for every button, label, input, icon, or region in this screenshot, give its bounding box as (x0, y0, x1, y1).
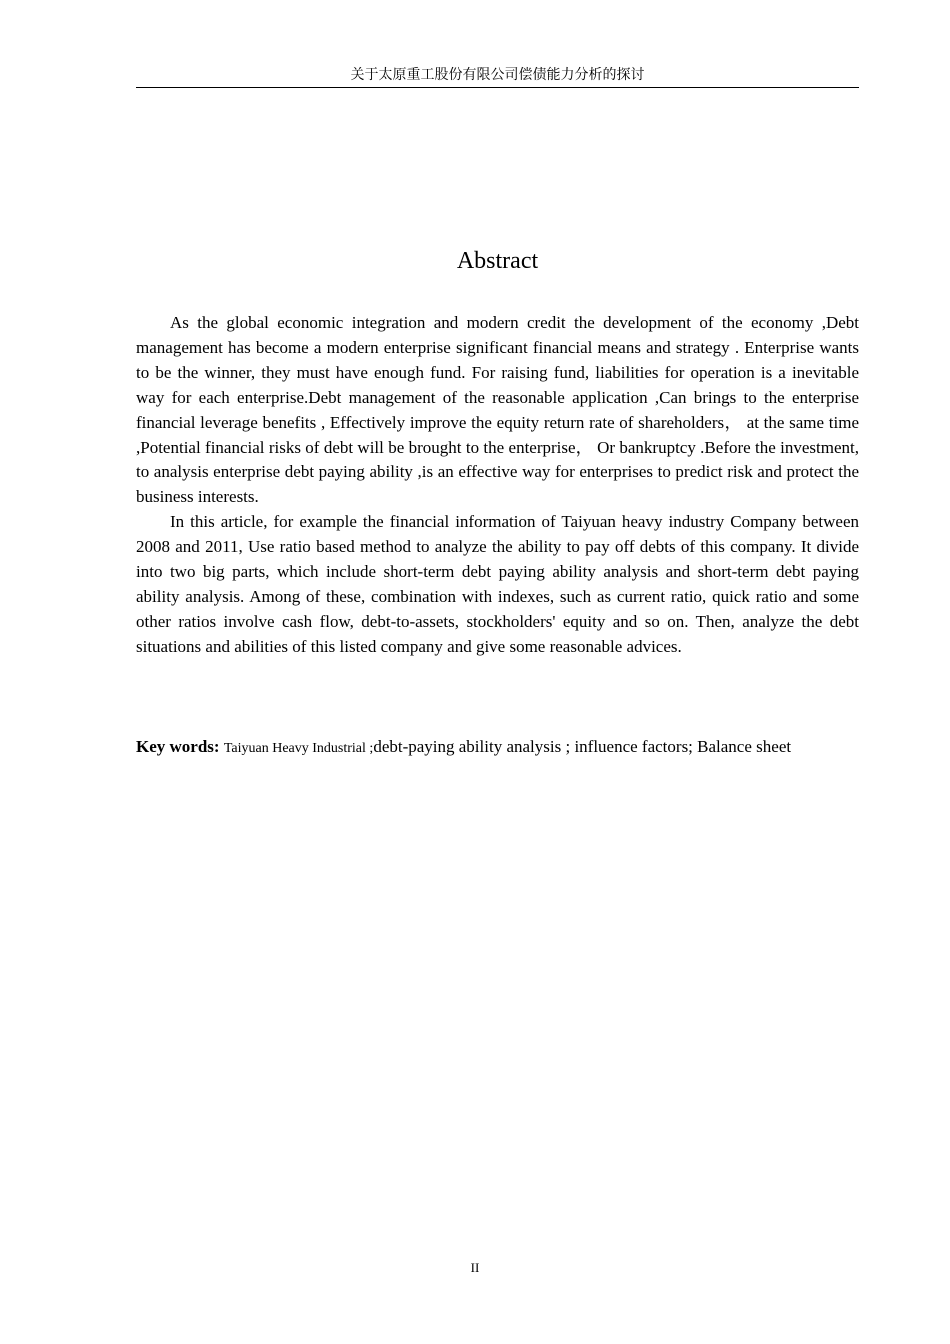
page-number: II (470, 1260, 480, 1275)
keywords-label: Key words: (136, 737, 220, 756)
abstract-paragraph-1: As the global economic integration and modern credit the development of the economy ,Debt management has become a modern enterprise significant financial means and strategy . Enterprise wants to be the winner, they must have enough fund. For raising fund, liabilities for operation is a inevitable way for each enterprise.Debt management of the reasonable application ,Can brings to the enterprise financial leverage benefits , Effectively improve the equity return rate of shareholders， at the same time ,Potential financial risks of debt will be brought to the enterprise， Or bankruptcy .Before the investment, to analysis enterprise debt paying ability ,is an effective way for enterprises to predict risk and protect the business interests. (136, 313, 859, 507)
keywords-remaining-terms: debt-paying ability analysis ; influence factors; Balance sheet (373, 737, 792, 756)
abstract-body (136, 311, 859, 660)
abstract-paragraph-2: In this article, for example the financial information of Taiyuan heavy industry Company between 2008 and 2011, Use ratio based method to analyze the ability to pay off debts of this company. It divide into two big parts, which include short-term debt paying ability analysis and short-term debt paying ability analysis. Among of these, combination with indexes, such as current ratio, quick ratio and some other ratios involve cash flow, debt-to-assets, stockholders' equity and so on. Then, analyze the debt situations and abilities of this listed company and give some reasonable advices. (136, 512, 859, 656)
keywords-line (136, 735, 859, 762)
running-header (136, 64, 859, 88)
keywords-first-term: Taiyuan Heavy Industrial ; (223, 741, 374, 756)
abstract-title: Abstract (456, 248, 539, 274)
running-header-title: 关于太原重工股份有限公司偿债能力分析的探讨 (350, 67, 645, 83)
